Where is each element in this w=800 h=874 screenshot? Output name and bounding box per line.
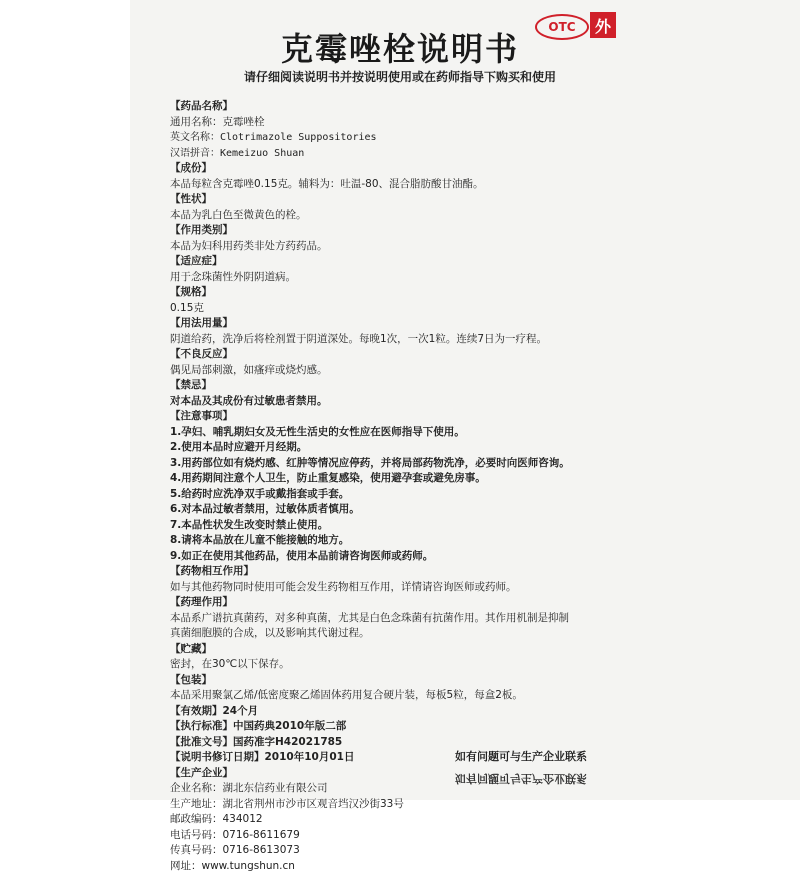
body-line: 偶见局部刺激，如瘙痒或烧灼感。: [170, 363, 730, 379]
section-heading: 【说明书修订日期】2010年10月01日: [170, 750, 730, 766]
section-heading: 【批准文号】国药准字H42021785: [170, 735, 730, 751]
otc-badge: OTC: [535, 14, 589, 40]
body-line: 6.对本品过敏者禁用，过敏体质者慎用。: [170, 502, 730, 518]
leaflet-body: [170, 99, 730, 874]
body-line: 网址：www.tungshun.cn: [170, 859, 730, 874]
section-heading: 【包装】: [170, 673, 730, 689]
external-use-badge: 外: [590, 12, 616, 38]
body-line: 企业名称：湖北东信药业有限公司: [170, 781, 730, 797]
body-line: 9.如正在使用其他药品，使用本品前请咨询医师或药师。: [170, 549, 730, 565]
contact-note-bleed-through: 如有问题可与生产企业联系: [455, 771, 587, 787]
section-heading: 【成份】: [170, 161, 730, 177]
contact-note: 如有问题可与生产企业联系: [455, 748, 587, 764]
section-heading: 【用法用量】: [170, 316, 730, 332]
section-heading: 【执行标准】中国药典2010年版二部: [170, 719, 730, 735]
section-heading: 【规格】: [170, 285, 730, 301]
section-heading: 【贮藏】: [170, 642, 730, 658]
body-line: 用于念珠菌性外阴阴道病。: [170, 270, 730, 286]
body-line: 5.给药时应洗净双手或戴指套或手套。: [170, 487, 730, 503]
body-line: 电话号码：0716-8611679: [170, 828, 730, 844]
section-heading: 【不良反应】: [170, 347, 730, 363]
body-line: 传真号码：0716-8613073: [170, 843, 730, 859]
section-heading: 【注意事项】: [170, 409, 730, 425]
body-line: 本品每粒含克霉唑0.15克。辅料为：吐温-80、混合脂肪酸甘油酯。: [170, 177, 730, 193]
body-line: 8.请将本品放在儿童不能接触的地方。: [170, 533, 730, 549]
section-heading: 【生产企业】: [170, 766, 730, 782]
body-line: 本品为妇科用药类非处方药药品。: [170, 239, 730, 255]
body-line: 阴道给药，洗净后将栓剂置于阴道深处。每晚1次，一次1粒。连续7日为一疗程。: [170, 332, 730, 348]
body-line: 7.本品性状发生改变时禁止使用。: [170, 518, 730, 534]
body-line: 本品系广谱抗真菌药，对多种真菌，尤其是白色念珠菌有抗菌作用。其作用机制是抑制: [170, 611, 730, 627]
section-heading: 【药物相互作用】: [170, 564, 730, 580]
body-line: 邮政编码：434012: [170, 812, 730, 828]
section-heading: 【禁忌】: [170, 378, 730, 394]
body-line: 如与其他药物同时使用可能会发生药物相互作用，详情请咨询医师或药师。: [170, 580, 730, 596]
document-subtitle: 请仔细阅读说明书并按说明使用或在药师指导下购买和使用: [0, 68, 800, 85]
document-title: 克霉唑栓说明书: [0, 24, 800, 70]
section-heading: 【作用类别】: [170, 223, 730, 239]
body-line: 对本品及其成份有过敏患者禁用。: [170, 394, 730, 410]
body-line: 英文名称：Clotrimazole Suppositories: [170, 130, 730, 146]
body-line: 汉语拼音：Kemeizuo Shuan: [170, 146, 730, 162]
body-line: 2.使用本品时应避开月经期。: [170, 440, 730, 456]
section-heading: 【适应症】: [170, 254, 730, 270]
body-line: 1.孕妇、哺乳期妇女及无性生活史的女性应在医师指导下使用。: [170, 425, 730, 441]
body-line: 真菌细胞膜的合成，以及影响其代谢过程。: [170, 626, 730, 642]
body-line: 通用名称：克霉唑栓: [170, 115, 730, 131]
body-line: 4.用药期间注意个人卫生，防止重复感染，使用避孕套或避免房事。: [170, 471, 730, 487]
section-heading: 【性状】: [170, 192, 730, 208]
body-line: 本品为乳白色至微黄色的栓。: [170, 208, 730, 224]
body-line: 密封，在30℃以下保存。: [170, 657, 730, 673]
section-heading: 【有效期】24个月: [170, 704, 730, 720]
section-heading: 【药品名称】: [170, 99, 730, 115]
body-line: 3.用药部位如有烧灼感、红肿等情况应停药，并将局部药物洗净，必要时向医师咨询。: [170, 456, 730, 472]
body-line: 生产地址：湖北省荆州市沙市区观音垱汉沙街33号: [170, 797, 730, 813]
section-heading: 【药理作用】: [170, 595, 730, 611]
body-line: 本品采用聚氯乙烯/低密度聚乙烯固体药用复合硬片装，每板5粒，每盒2板。: [170, 688, 730, 704]
body-line: 0.15克: [170, 301, 730, 317]
